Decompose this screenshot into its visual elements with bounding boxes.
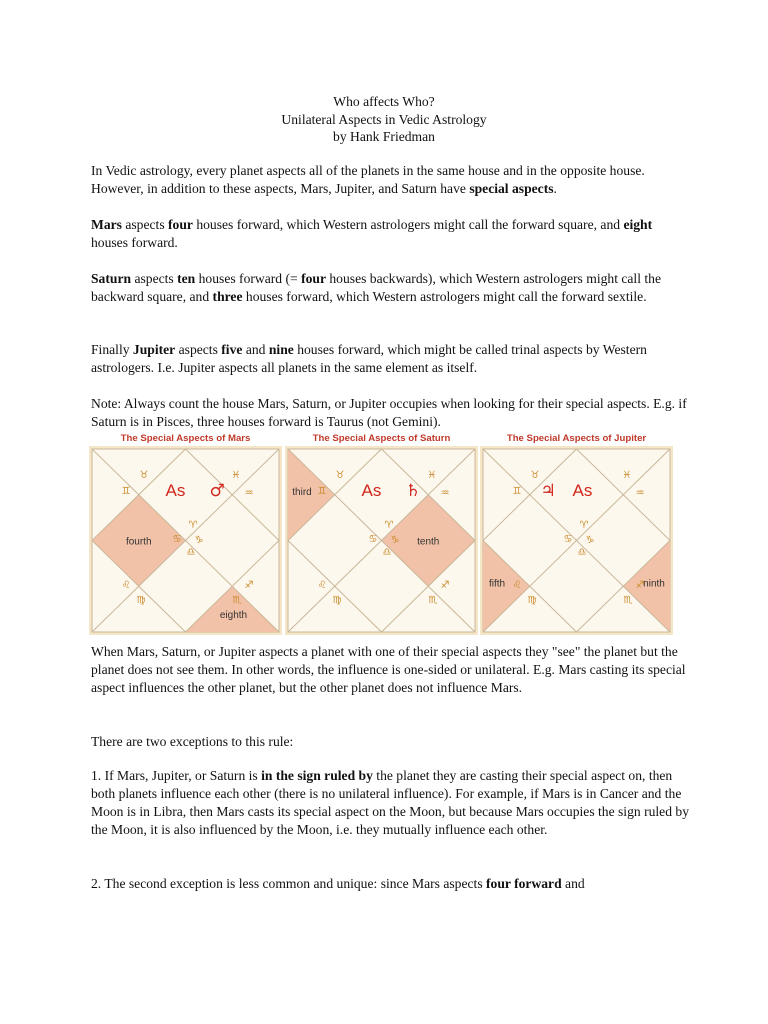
cancer-sign-icon: ♋ bbox=[563, 534, 573, 545]
aquarius-sign-icon: ♒ bbox=[244, 488, 254, 499]
chart-diagram-mars bbox=[89, 446, 282, 635]
bold-text: Saturn bbox=[91, 271, 132, 286]
bold-text: four forward bbox=[486, 876, 562, 891]
bold-text: ten bbox=[177, 271, 196, 286]
virgo-sign-icon: ♍ bbox=[136, 595, 146, 606]
paragraph-exception-2 bbox=[91, 875, 691, 893]
document-title bbox=[0, 93, 768, 146]
text-run: houses forward (= bbox=[195, 271, 302, 286]
paragraph-unilateral bbox=[91, 643, 691, 697]
taurus-sign-icon: ♉ bbox=[139, 470, 149, 481]
bold-text: nine bbox=[268, 342, 294, 357]
paragraph-saturn bbox=[91, 270, 691, 306]
text-run: There are two exceptions to this rule: bbox=[91, 734, 294, 749]
chart-jupiter bbox=[480, 433, 673, 635]
leo-sign-icon: ♌ bbox=[512, 580, 522, 591]
virgo-sign-icon: ♍ bbox=[527, 595, 537, 606]
taurus-sign-icon: ♉ bbox=[530, 470, 540, 481]
text-run: houses forward, which Western astrologers might call the forward square, and bbox=[192, 217, 624, 232]
paragraph-mars bbox=[91, 216, 691, 252]
sagittarius-sign-icon: ♐ bbox=[440, 580, 450, 591]
chart-title-saturn: The Special Aspects of Saturn bbox=[312, 433, 451, 444]
bold-text: Mars bbox=[91, 217, 122, 232]
leo-sign-icon: ♌ bbox=[317, 580, 327, 591]
text-run: Finally bbox=[91, 342, 133, 357]
aquarius-sign-icon: ♒ bbox=[440, 488, 450, 499]
bold-text: in the sign ruled by bbox=[261, 768, 373, 783]
text-run: houses forward, which might be called trinal aspects by Western astrologers. I.e. Jupiter aspects all planets in the same element as itself. bbox=[91, 342, 647, 375]
text-run: houses backwards), which Western astrologers might call the backward square, and bbox=[91, 271, 661, 304]
house-label-h9: ninth bbox=[643, 578, 665, 590]
text-run: the planet they are casting their special aspect on, then both planets influence each other (there is no unilateral influence). For example, if Mars is in Cancer and the Moon is in Libra, then Mars casts its special aspect on the Moon, but because Mars occupies the sign ruled by the Moon, it is also influenced by the Moon, i.e. they mutually influence each other. bbox=[91, 768, 689, 837]
scorpio-sign-icon: ♏ bbox=[428, 595, 438, 606]
pisces-sign-icon: ♓ bbox=[427, 470, 437, 481]
bold-text: four bbox=[168, 217, 193, 232]
chart-diagram-saturn bbox=[285, 446, 478, 635]
chart-title-jupiter: The Special Aspects of Jupiter bbox=[506, 433, 647, 444]
libra-sign-icon: ♎ bbox=[577, 547, 587, 558]
leo-sign-icon: ♌ bbox=[121, 580, 131, 591]
bold-text: Jupiter bbox=[132, 342, 176, 357]
text-run: . bbox=[553, 181, 557, 196]
text-run: 2. The second exception is less common and unique: since Mars aspects bbox=[91, 876, 487, 891]
ascendant-label: As bbox=[572, 481, 593, 500]
title-line-3: by Hank Friedman bbox=[333, 129, 435, 144]
bold-text: three bbox=[212, 289, 243, 304]
house-label-h8: eighth bbox=[219, 610, 248, 621]
capricorn-sign-icon: ♑ bbox=[194, 535, 204, 546]
house-label-h4: fourth bbox=[125, 536, 152, 548]
text-run: houses forward. bbox=[91, 235, 178, 250]
aries-sign-icon: ♈ bbox=[384, 520, 394, 531]
chart-mars bbox=[89, 433, 282, 635]
chart-title-mars: The Special Aspects of Mars bbox=[120, 433, 251, 444]
house-label-h3: third bbox=[292, 486, 312, 498]
text-run: and bbox=[242, 342, 269, 357]
title-line-1: Who affects Who? bbox=[333, 94, 435, 109]
text-run: aspects bbox=[121, 217, 169, 232]
libra-sign-icon: ♎ bbox=[382, 547, 392, 558]
chart-saturn bbox=[285, 433, 478, 635]
paragraph-exceptions bbox=[91, 733, 691, 751]
text-run: Note: Always count the house Mars, Saturn, or Jupiter occupies when looking for their special aspects. E.g. if Saturn is in Pisces, three houses forward is Taurus (not Gemini). bbox=[91, 396, 687, 429]
house-label-h10: tenth bbox=[417, 536, 440, 548]
capricorn-sign-icon: ♑ bbox=[585, 535, 595, 546]
text-run: In Vedic astrology, every planet aspects all of the planets in the same house and in the opposite house. However, in addition to these aspects, Mars, Jupiter, and Saturn have bbox=[91, 163, 645, 196]
paragraph-note bbox=[91, 395, 691, 431]
house-label-h5: fifth bbox=[488, 578, 506, 590]
jupiter-planet-icon: ♃ bbox=[540, 481, 556, 501]
sagittarius-sign-icon: ♐ bbox=[244, 580, 254, 591]
aries-sign-icon: ♈ bbox=[188, 520, 198, 531]
cancer-sign-icon: ♋ bbox=[172, 534, 182, 545]
text-run: aspects bbox=[131, 271, 178, 286]
pisces-sign-icon: ♓ bbox=[231, 470, 241, 481]
paragraph-intro bbox=[91, 162, 691, 198]
aries-sign-icon: ♈ bbox=[579, 520, 589, 531]
sagittarius-sign-icon: ♐ bbox=[635, 580, 645, 591]
gemini-sign-icon: ♊ bbox=[121, 486, 131, 497]
title-line-2: Unilateral Aspects in Vedic Astrology bbox=[281, 111, 487, 127]
bold-text: special aspects bbox=[469, 181, 554, 196]
libra-sign-icon: ♎ bbox=[186, 547, 196, 558]
bold-text: five bbox=[221, 342, 243, 357]
paragraph-exception-1 bbox=[91, 767, 691, 839]
mars-planet-icon: ♂ bbox=[209, 481, 225, 501]
paragraph-jupiter bbox=[91, 341, 691, 377]
virgo-sign-icon: ♍ bbox=[332, 595, 342, 606]
aquarius-sign-icon: ♒ bbox=[635, 488, 645, 499]
ascendant-label: As bbox=[165, 481, 186, 500]
bold-text: four bbox=[301, 271, 326, 286]
taurus-sign-icon: ♉ bbox=[335, 470, 345, 481]
bold-text: eight bbox=[623, 217, 653, 232]
saturn-planet-icon: ♄ bbox=[405, 481, 421, 501]
gemini-sign-icon: ♊ bbox=[512, 486, 522, 497]
scorpio-sign-icon: ♏ bbox=[623, 595, 633, 606]
text-run: houses forward, which Western astrologers might call the forward sextile. bbox=[242, 289, 647, 304]
aspect-charts-figure bbox=[89, 433, 684, 635]
chart-diagram-jupiter bbox=[480, 446, 673, 635]
scorpio-sign-icon: ♏ bbox=[232, 595, 242, 606]
text-run: aspects bbox=[175, 342, 222, 357]
ascendant-label: As bbox=[361, 481, 382, 500]
text-run: and bbox=[561, 876, 585, 891]
text-run: 1. If Mars, Jupiter, or Saturn is bbox=[91, 768, 262, 783]
text-run: When Mars, Saturn, or Jupiter aspects a planet with one of their special aspects they "see" the planet but the planet does not see them. In other words, the influence is one-sided or unilateral. E.g. Mars casting its special aspect influences the other planet, but the other planet does not influence Mars. bbox=[91, 644, 686, 695]
gemini-sign-icon: ♊ bbox=[317, 486, 327, 497]
cancer-sign-icon: ♋ bbox=[368, 534, 378, 545]
capricorn-sign-icon: ♑ bbox=[390, 535, 400, 546]
pisces-sign-icon: ♓ bbox=[622, 470, 632, 481]
